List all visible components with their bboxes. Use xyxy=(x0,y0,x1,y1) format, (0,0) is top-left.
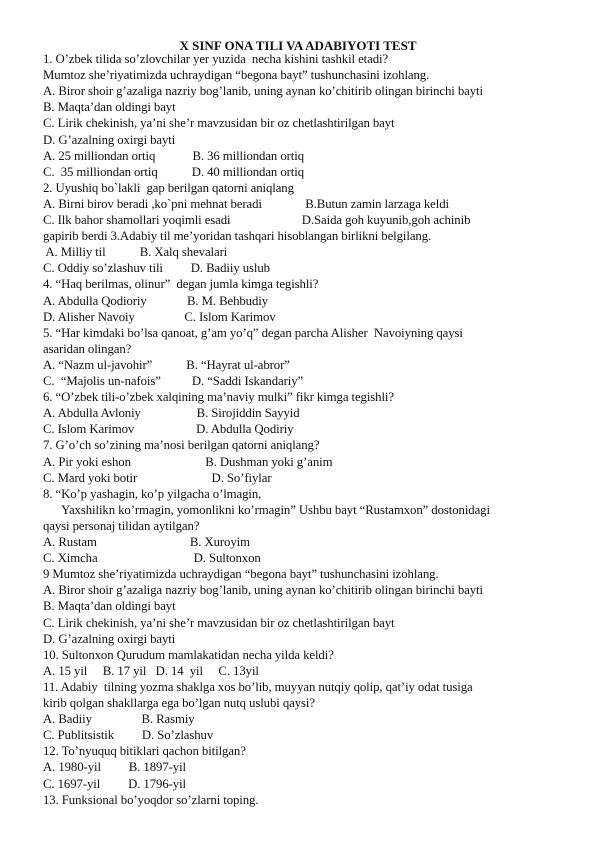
text-line: 9 Mumtoz she’riyatimizda uchraydigan “begona bayt” tushunchasini izohlang. xyxy=(43,567,439,582)
text-line: C. 35 milliondan ortiq D. 40 milliondan ortiq xyxy=(43,164,304,179)
text-line: 6. “O’zbek tili-o’zbek xalqining ma’naviy mulki” fikr kimga tegishli? xyxy=(43,390,394,405)
text-line: 10. Sultonxon Qurudum mamlakatidan necha yilda keldi? xyxy=(43,647,334,662)
text-line: 2. Uyushiq bo`lakli gap berilgan qatorni aniqlang xyxy=(43,180,294,195)
text-line: B. Maqta’dan oldingi bayt xyxy=(43,100,176,115)
text-line: 13. Funksional bo’yoqdor so’zlarni toping. xyxy=(43,792,259,807)
text-line: Mumtoz she’riyatimizda uchraydigan “begona bayt” tushunchasini izohlang. xyxy=(43,68,430,83)
text-line: C. Ilk bahor shamollari yoqimli esadi D.Saida goh kuyunib,goh achinib xyxy=(43,213,471,227)
text-line: Yaxshilikn ko’rmagin, yomonlikni ko’rmagin” Ushbu bayt “Rustamxon” dostonidagi xyxy=(43,502,490,517)
text-line: 1. O’zbek tilida so’zlovchilar yer yuzida necha kishini tashkil etadi? xyxy=(43,52,389,66)
text-line: C. Mard yoki botir D. So’fiylar xyxy=(43,470,272,485)
text-line: A. Milliy til B. Xalq shevalari xyxy=(43,245,228,260)
text-line: C. Ximcha D. Sultonxon xyxy=(43,551,261,566)
text-line: C. Islom Karimov D. Abdulla Qodiriy xyxy=(43,422,294,437)
text-line: C. “Majolis un-nafois” D. “Saddi Iskandariy” xyxy=(43,374,304,388)
text-line: 5. “Har kimdaki bo’lsa qanoat, g’am yo’q” degan parcha Alisher Navoiyning qaysi xyxy=(43,325,463,340)
text-line: C. Lirik chekinish, ya’ni she’r mavzusidan bir oz chetlashtirilgan bayt xyxy=(43,615,395,630)
text-line: A. Badiiy B. Rasmiy xyxy=(43,712,195,727)
text-line: 7. G’o’ch so’zining ma’nosi berilgan qatorni aniqlang? xyxy=(43,438,320,453)
text-line: asaridan olingan? xyxy=(43,341,132,356)
text-line: A. Abdulla Qodioriy B. M. Behbudiy xyxy=(43,293,269,308)
text-line: A. Rustam B. Xuroyim xyxy=(43,535,250,549)
text-line: A. Biror shoir g’azaliga nazriy bog’lanib, uning aynan ko’chitirib olingan birinchi bayti xyxy=(43,583,483,598)
text-line: B. Maqta’dan oldingi bayt xyxy=(43,599,176,614)
text-line: qaysi personaj tilidan aytilgan? xyxy=(43,518,200,533)
text-line: 12. To’nyuquq bitiklari qachon bitilgan? xyxy=(43,744,246,759)
text-line: A. “Nazm ul-javohir” B. “Hayrat ul-abror” xyxy=(43,357,290,372)
text-line: kirib qolgan shakllarga ega bo’lgan nutq uslubi qaysi? xyxy=(43,696,315,710)
text-line: C. Lirik chekinish, ya’ni she’r mavzusidan bir oz chetlashtirilgan bayt xyxy=(43,116,395,131)
text-line: 11. Adabiy tilning yozma shaklga xos bo’lib, muyyan nutqiy qolip, qat’iy odat tusiga xyxy=(43,679,473,694)
text-line: 8. “Ko’p yashagin, ko’p yilgacha o’lmagin, xyxy=(43,486,262,501)
page-title: X SINF ONA TILI VA ADABIYOTI TEST xyxy=(179,38,417,53)
text-line: D. Alisher Navoiy C. Islom Karimov xyxy=(43,309,276,324)
text-line: C. 1697-yil D. 1796-yil xyxy=(43,776,186,791)
text-line: A. Birni birov beradi ,ko`pni mehnat beradi B.Butun zamin larzaga keldi xyxy=(43,196,449,211)
text-line: A. 15 yil B. 17 yil D. 14 yil C. 13yil xyxy=(43,663,259,678)
text-line: 4. “Haq berilmas, olinur” degan jumla kimga tegishli? xyxy=(43,277,319,292)
text-line: D. G’azalning oxirgi bayti xyxy=(43,631,176,646)
text-line: A. Biror shoir g’azaliga nazriy bog’lanib, uning aynan ko’chitirib olingan birinchi bayti xyxy=(43,84,483,99)
text-line: gapirib berdi 3.Adabiy til me’yoridan tashqari hisoblangan birlikni belgilang. xyxy=(43,229,432,244)
text-line: C. Oddiy so’zlashuv tili D. Badiiy uslub xyxy=(43,261,270,276)
text-line: D. G’azalning oxirgi bayti xyxy=(43,132,176,147)
text-line: A. Pir yoki eshon B. Dushman yoki g’anim xyxy=(43,454,333,469)
text-line: A. Abdulla Avloniy B. Sirojiddin Sayyid xyxy=(43,406,300,421)
text-line: A. 1980-yil B. 1897-yil xyxy=(43,760,186,775)
text-line: A. 25 milliondan ortiq B. 36 milliondan ortiq xyxy=(43,148,304,163)
text-line: C. Publitsistik D. So’zlashuv xyxy=(43,728,214,743)
